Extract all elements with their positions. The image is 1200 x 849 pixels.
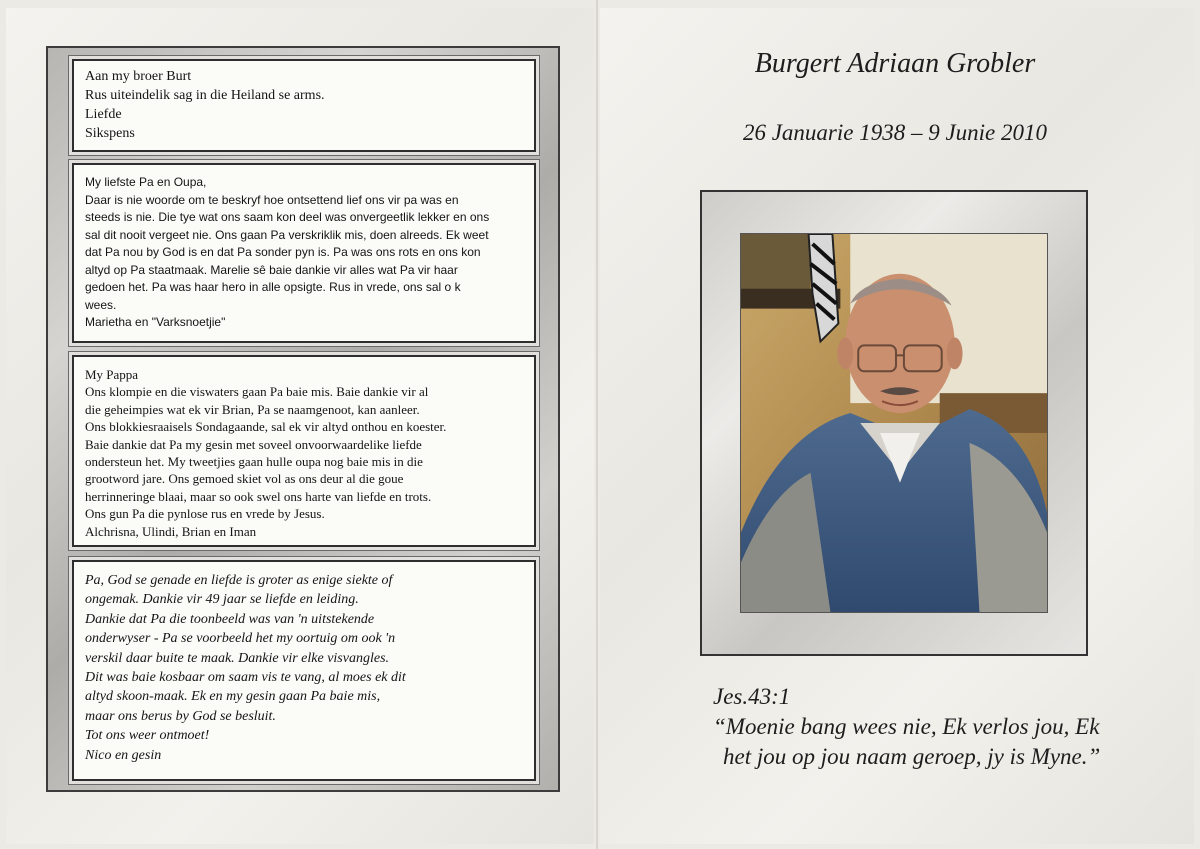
tribute-line: My liefste Pa en Oupa,: [85, 175, 207, 189]
tribute-line: wees.: [85, 297, 117, 312]
tribute-line: ondersteun het. My tweetjies gaan hulle oupa nog baie mis in die: [85, 454, 423, 470]
tribute-line: Dankie dat Pa die toonbeeld was van 'n uitstekende: [85, 611, 375, 627]
tribute-line: altyd op Pa staatmaak. Marelie sê baie dankie vir alles wat Pa vir haar: [85, 262, 458, 277]
tribute-line: Liefde: [85, 107, 122, 122]
tribute-line: Ons klompie en die viswaters gaan Pa baie mis. Baie dankie vir al: [85, 384, 429, 400]
tribute-line: altyd skoon-maak. Ek en my gesin gaan Pa baie mis,: [85, 689, 381, 705]
tribute-line: Tot ons weer ontmoet!: [85, 728, 210, 744]
tribute-card-marietha: [72, 163, 536, 343]
tribute-line: gedoen het. Pa was haar hero in alle opsigte. Rus in vrede, ons sal o k: [85, 280, 461, 294]
tribute-card-alchrisna: [72, 355, 536, 547]
tribute-line: Ons blokkiesraaisels Sondagaande, sal ek vir altyd onthou en koester.: [85, 419, 447, 435]
verse-line: “Moenie bang wees nie, Ek verlos jou, Ek: [713, 714, 1100, 739]
tribute-card-sikspens: [72, 59, 536, 152]
tribute-line: Baie dankie dat Pa my gesin met soveel onvoorwaardelike liefde: [85, 436, 422, 452]
verse-reference: Jes.43:1: [713, 684, 791, 709]
deceased-name: Burgert Adriaan Grobler: [754, 48, 1036, 79]
tribute-line: herrinneringe blaai, maar so ook swel ons harte van liefde en trots.: [85, 488, 432, 504]
tribute-line: Nico en gesin: [85, 747, 162, 763]
tribute-line: Aan my broer Burt: [85, 69, 192, 84]
tribute-line: ongemak. Dankie vir 49 jaar se liefde en leiding.: [85, 592, 359, 608]
life-dates: 26 Januarie 1938 – 9 Junie 2010: [742, 120, 1048, 145]
tribute-line: Ons gun Pa die pynlose rus en vrede by Jesus.: [85, 506, 325, 522]
tribute-line: grootword jare. Ons gemoed skiet vol as ons deur al die goue: [85, 471, 404, 487]
page-fold: [596, 0, 598, 849]
tribute-line: maar ons berus by God se besluit.: [85, 708, 276, 724]
tribute-line: Rus uiteindelik sag in die Heiland se arms.: [85, 88, 325, 103]
tribute-line: Daar is nie woorde om te beskryf hoe ontsettend lief ons vir pa was en: [85, 192, 459, 207]
tribute-line: Dit was baie kosbaar om saam vis te vang, al moes ek dit: [85, 670, 406, 686]
tribute-line: verskil daar buite te maak. Dankie vir elke visvangles.: [85, 650, 390, 666]
tribute-card-nico: [72, 560, 536, 781]
tribute-line: Alchrisna, Ulindi, Brian en Iman: [85, 523, 257, 539]
tribute-line: My Pappa: [85, 367, 139, 382]
portrait-photo: [740, 233, 1048, 613]
tribute-line: dat Pa nou by God is en dat Pa sonder pyn is. Pa was ons rots en ons kon: [85, 245, 481, 259]
tribute-line: onderwyser - Pa se voorbeeld het my oortuig om ook 'n: [85, 631, 396, 647]
verse-line: het jou op jou naam geroep, jy is Myne.”: [723, 744, 1101, 769]
tribute-line: die geheimpies wat ek vir Brian, Pa se naamgenoot, kan aanleer.: [85, 401, 420, 417]
verse-text: [713, 712, 1173, 772]
tribute-line: Pa, God se genade en liefde is groter as enige siekte of: [85, 573, 393, 588]
tribute-line: sal dit nooit vergeet nie. Ons gaan Pa verskriklik mis, doen alreeds. Ek weet: [85, 227, 489, 242]
tribute-line: Marietha en "Varksnoetjie": [85, 315, 226, 329]
tribute-line: steeds is nie. Die tye wat ons saam kon deel was onvergeetlik lekker en ons: [85, 210, 490, 224]
tribute-line: Sikspens: [85, 126, 135, 141]
